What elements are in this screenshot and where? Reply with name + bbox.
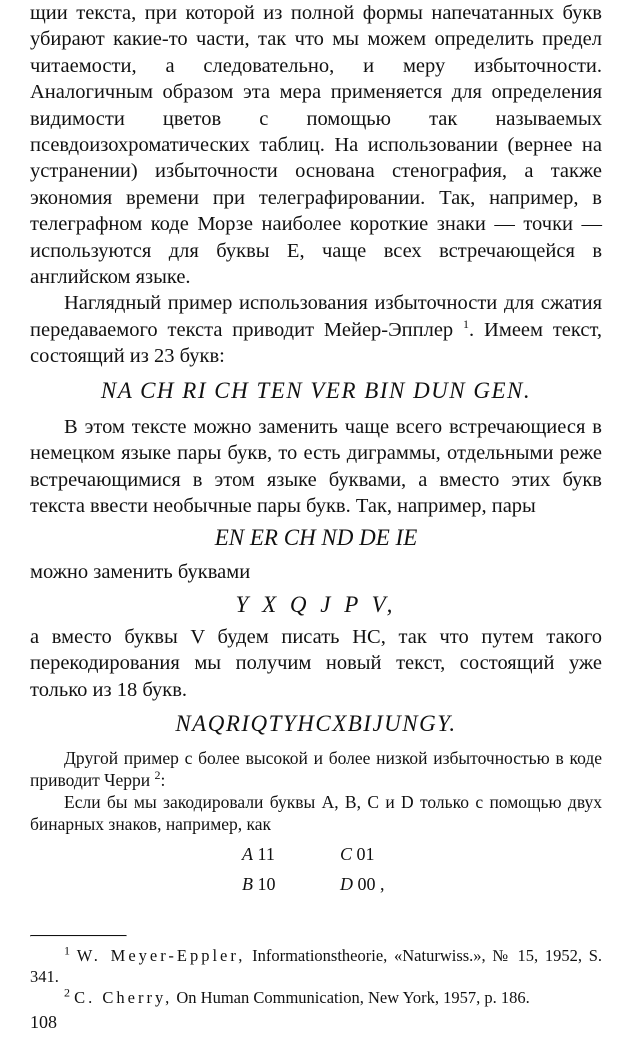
paragraph-1: щии текста, при которой из полной формы напечатанных букв убирают какие-то части, так что мы можем определить предел читаемости, а следовательно, и меру избыточности. Аналогичным образом эта мера применяется для определения видимости цветов с помощью так называемых псевдоизохроматических таблиц. На использовании (вернее на устранении) избыточности основана стенография, а также экономия времени при телеграфировании. Так, например, в телеграфном коде Морзе наиболее короткие знаки — точки — используются для буквы E, чаще всех встречающейся в английском языке. <box>30 2 602 289</box>
small-paragraph-2: Если бы мы закодировали буквы A, B, C и D только с помощью двух бинарных знаков, например, как <box>30 791 602 834</box>
footnote-1: $^1$ W. Meyer-Eppler, Informationstheorie, «Naturwiss.», № 15, 1952, S. 341. <box>30 943 603 986</box>
footnote-ref-2: 2 <box>154 768 161 783</box>
code-entry: B 10 <box>242 873 276 894</box>
code-row <box>242 869 602 899</box>
page-content <box>30 0 602 1008</box>
formula-original-text: NA CH RI CH TEN VER BIN DUN GEN. <box>100 377 532 403</box>
footnote-2: $^2$ C. Cherry, On Human Communication, New York, 1957, p. 186. <box>64 985 530 1007</box>
formula-recoded-text: NAQRIQTYHCXBIJUNGY. <box>175 710 457 736</box>
formula-replacement-letters: Y X Q J P V, <box>235 591 397 617</box>
code-row <box>242 839 602 869</box>
paragraph-4: можно заменить буквами <box>30 561 251 584</box>
code-entry: D 00 , <box>340 873 385 894</box>
code-entry: C 01 <box>340 843 375 864</box>
paragraph-2: Наглядный пример использования избыточности для сжатия передаваемого текста приводит Мейер-Эпплер $^1$. Имеем текст, состоящий из 23 букв: <box>30 292 602 368</box>
paragraph-3: В этом тексте можно заменить чаще всего встречающиеся в немецком языке пары букв, то есть диграммы, отдельными реже встречающимися в этом языке буквами, а вместо этих букв текста ввести необычные пары букв. Так, например, пары <box>30 415 602 517</box>
small-paragraph-1: Другой пример с более высокой и более низкой избыточностью в коде приводит Черри $^2$: <box>30 747 602 790</box>
page-number: 108 <box>30 1012 57 1032</box>
footnote-ref-1: 1 <box>463 317 470 332</box>
code-entry: A 11 <box>242 843 275 864</box>
formula-digram-pairs: EN ER CH ND DE IE <box>214 525 418 551</box>
paragraph-5: а вместо буквы V будем писать HC, так что путем такого перекодирования мы получим новый текст, состоящий уже только из 18 букв. <box>30 625 602 701</box>
binary-code-table <box>242 839 602 899</box>
